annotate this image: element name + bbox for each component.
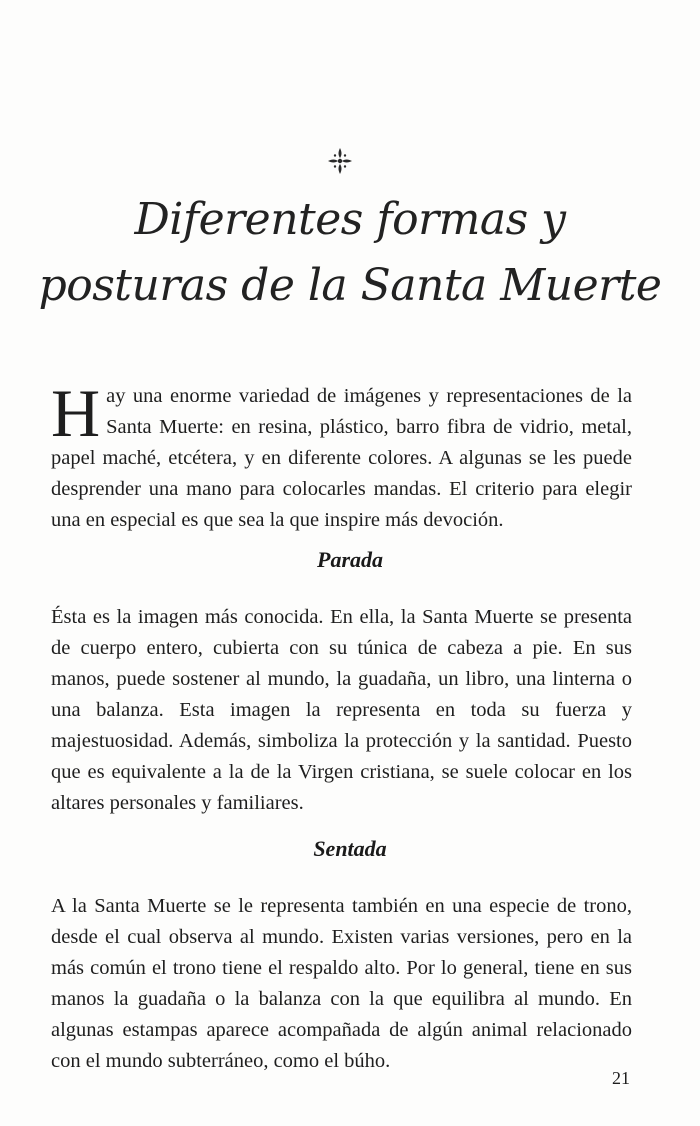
section-heading-parada: Parada xyxy=(317,547,383,572)
section-text-parada: Ésta es la imagen más conocida. En ella, la Santa Muerte se presenta de cuerpo entero, cubierta con su túnica de cabeza a pie. En sus manos, puede sostener al mundo, la guadaña, un libro, una linterna o una balanza. Esta imagen la representa en toda su fuerza y majestuosidad. Además, simboliza la protección y la santidad. Puesto que es equivalente a la de la Virgen cristiana, se suele colocar en los altares personales y familiares. xyxy=(51,606,632,814)
chapter-title-line-1: Diferentes formas y xyxy=(134,194,566,245)
bleed-through-texture xyxy=(80,62,640,152)
section-text-sentada: A la Santa Muerte se le representa también en una especie de trono, desde el cual observa al mundo. Existen varias versiones, pero en la más común el trono tiene el respaldo alto. Por lo general, tiene en sus manos la guadaña o la balanza con la que equilibra al mundo. En algunas estampas aparece acompañada de algún animal relacionado con el mundo subterráneo, como el búho. xyxy=(51,895,632,1072)
drop-cap: H xyxy=(51,375,101,451)
page-number: 21 xyxy=(612,1068,630,1088)
chapter-title-line-2: posturas de la Santa Muerte xyxy=(38,260,662,311)
intro-paragraph xyxy=(51,375,632,536)
section-heading-sentada: Sentada xyxy=(313,836,387,861)
intro-text: ay una enorme variedad de imágenes y representaciones de la Santa Muerte: en resina, plástico, barro fibra de vidrio, metal, papel maché, etcétera, y en diferente colores. A algunas se les puede desprender una mano para colocarles mandas. El criterio para elegir una en especial es que sea la que inspire más devoción. xyxy=(51,385,632,531)
fleuron-icon xyxy=(326,146,354,176)
